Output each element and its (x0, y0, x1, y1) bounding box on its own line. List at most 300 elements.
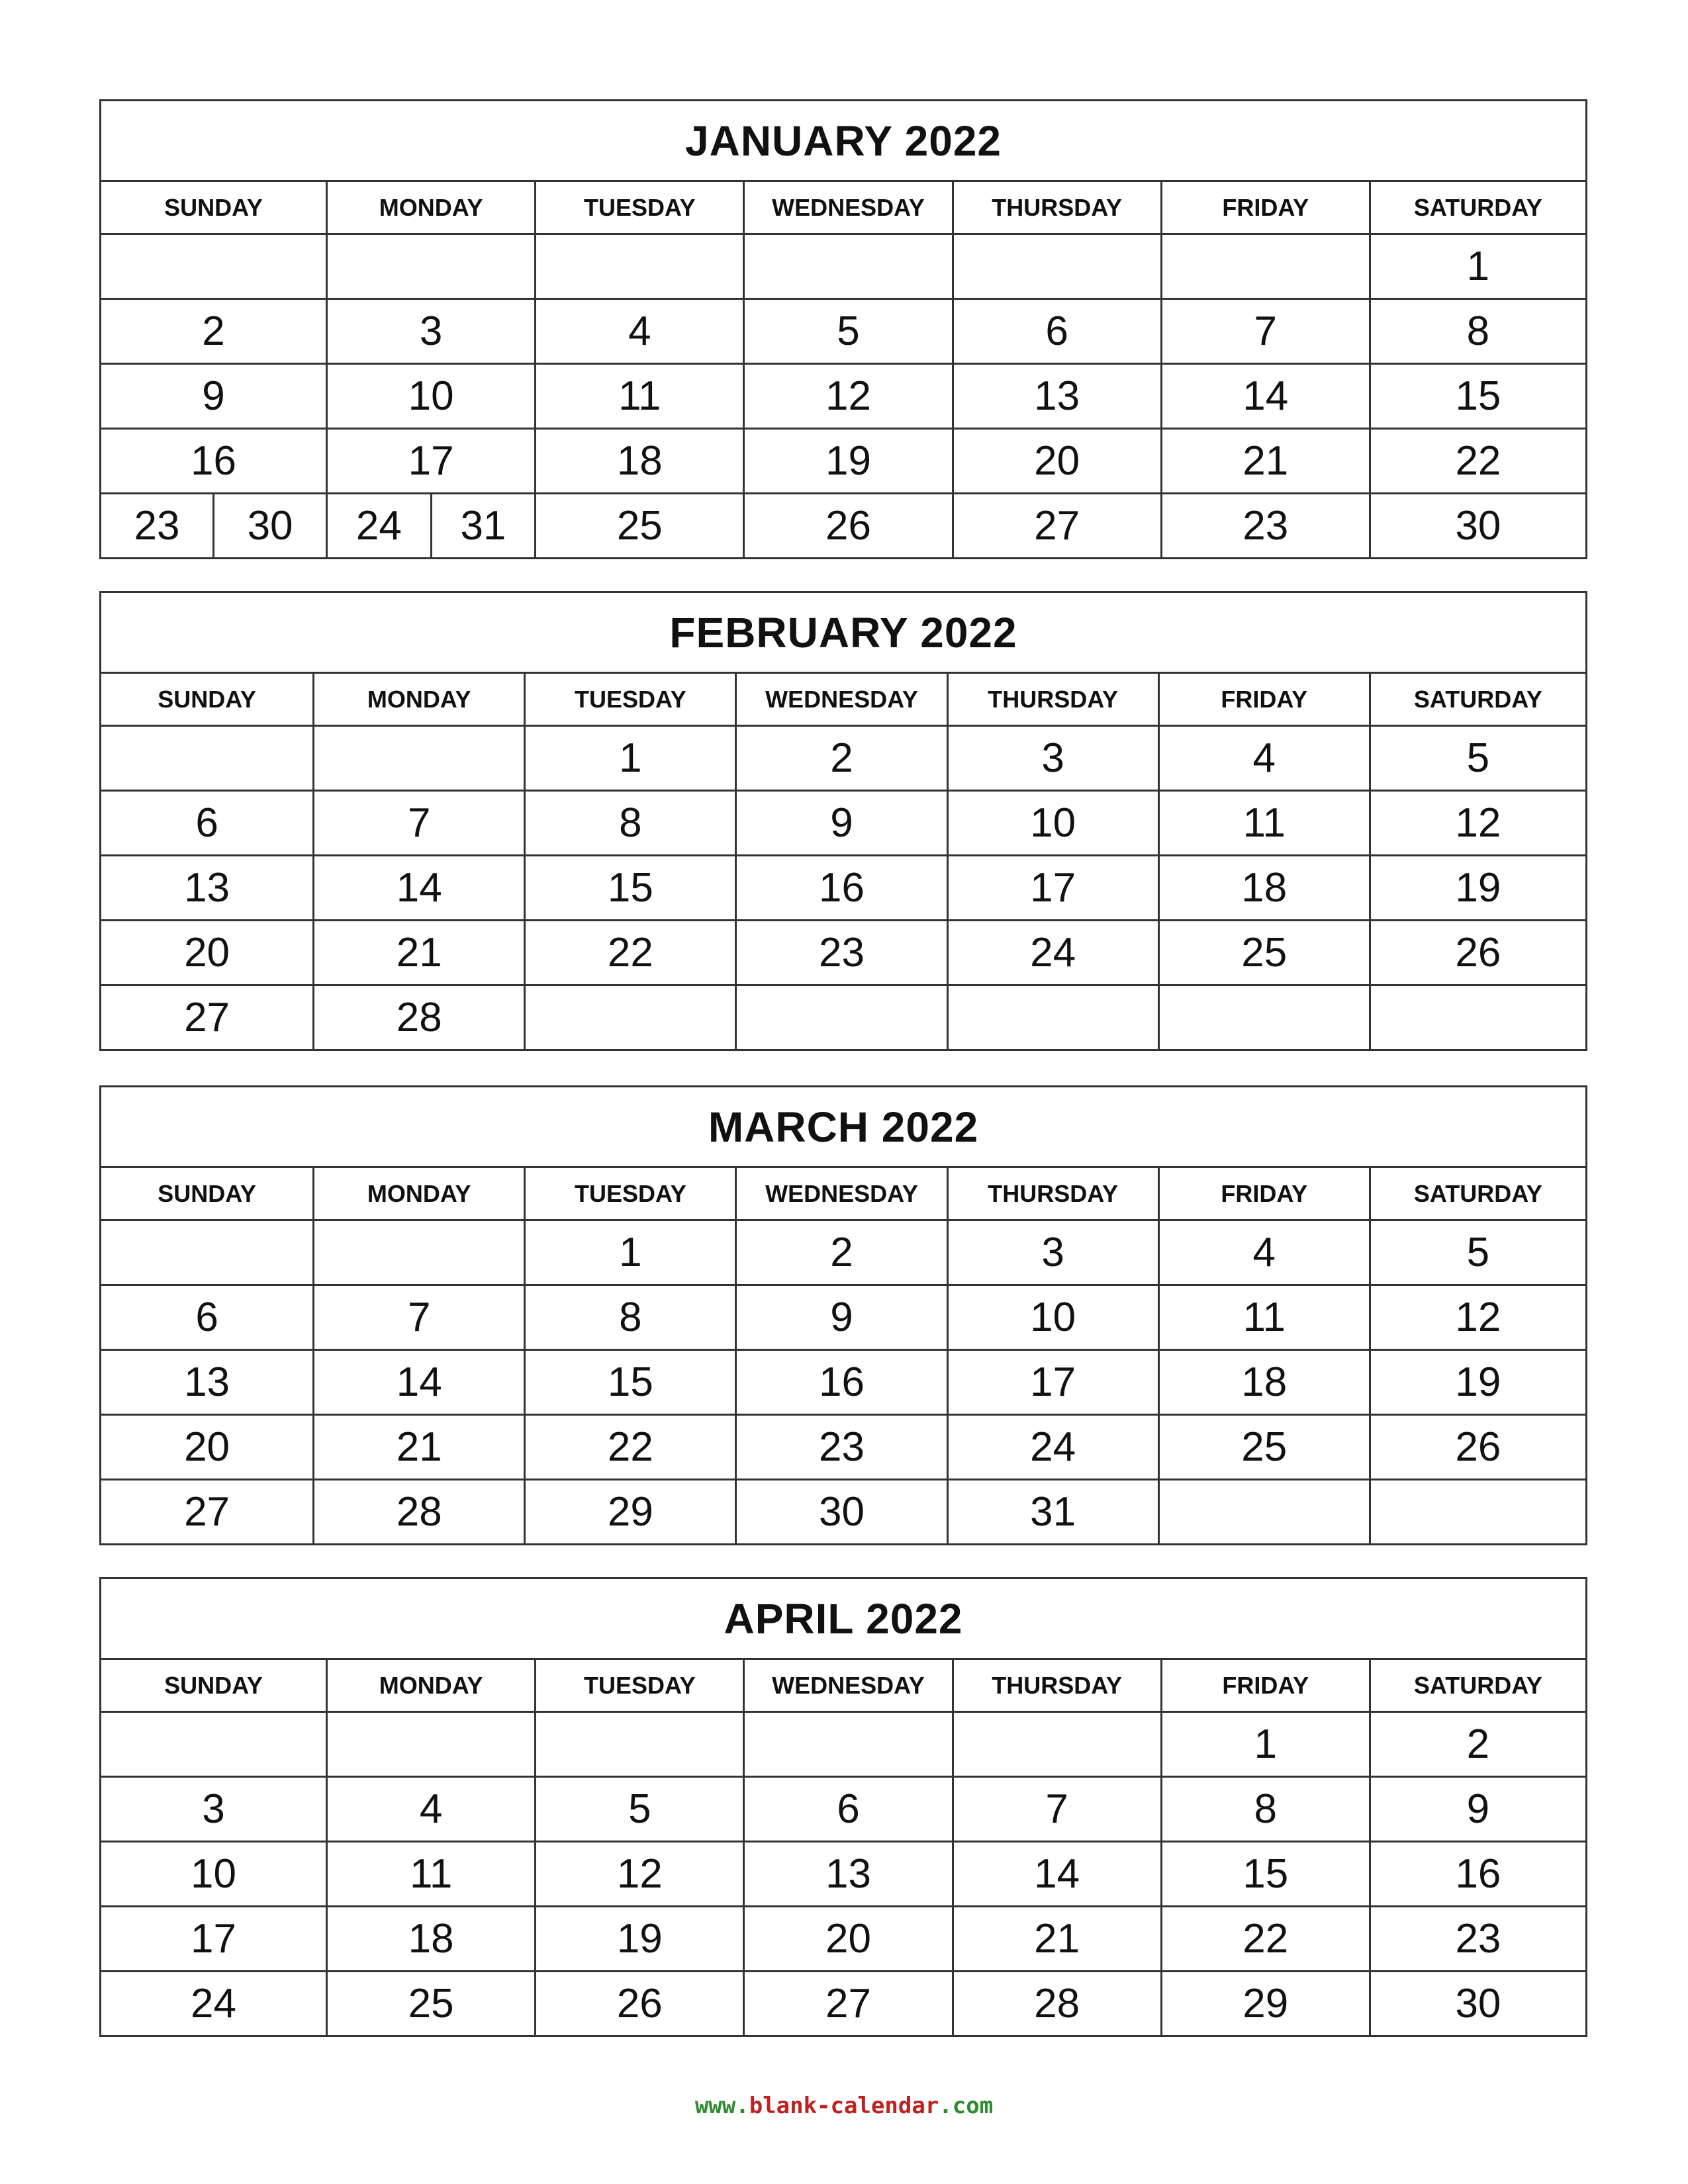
day-cell (1158, 1416, 1369, 1479)
day-number: 1 (1466, 244, 1490, 289)
week-row (101, 919, 1585, 984)
day-cell (1369, 1972, 1585, 2035)
day-cell (1158, 986, 1369, 1049)
day-cell (743, 1713, 951, 1776)
day-cell (735, 856, 946, 919)
weekday-header-row (101, 1660, 1585, 1711)
day-number: 11 (409, 1851, 453, 1897)
day-number: 4 (1252, 735, 1276, 781)
day-number: 2 (202, 308, 225, 354)
day-number: 13 (825, 1851, 871, 1897)
day-cell (1158, 856, 1369, 919)
day-number: 29 (607, 1489, 653, 1535)
day-number: 14 (396, 865, 442, 911)
week-row (101, 1970, 1585, 2035)
day-cell (101, 1221, 312, 1284)
day-cell (952, 235, 1160, 298)
day-cell (1158, 1286, 1369, 1349)
day-cell (735, 1221, 946, 1284)
day-cell (312, 1286, 524, 1349)
day-number: 26 (825, 503, 871, 549)
weekday-label: THURSDAY (947, 674, 1158, 725)
day-number: 21 (1243, 438, 1289, 484)
day-number: 11 (1243, 800, 1286, 846)
day-number: 14 (396, 1359, 442, 1405)
day-cell (101, 1843, 326, 1905)
weekday-label: SUNDAY (164, 1671, 263, 1699)
day-number: 7 (407, 800, 431, 846)
day-cell (743, 1843, 951, 1905)
day-number: 22 (607, 1424, 653, 1470)
day-number: 19 (616, 1916, 663, 1962)
day-cell (312, 1416, 524, 1479)
day-number: 4 (419, 1786, 443, 1832)
day-cell (312, 727, 524, 790)
day-cell (1160, 1843, 1369, 1905)
day-cell (1160, 235, 1369, 298)
day-number: 6 (195, 1295, 218, 1340)
week-row (101, 298, 1585, 363)
day-cell (326, 494, 534, 557)
day-number: 18 (1241, 865, 1288, 911)
day-cell (101, 494, 326, 557)
day-number: 12 (1455, 1295, 1501, 1340)
footer-suffix: .com (939, 2093, 994, 2119)
day-cell (743, 235, 951, 298)
week-row (101, 1479, 1585, 1543)
day-cell (101, 1972, 326, 2035)
day-number: 22 (1455, 438, 1501, 484)
day-number: 31 (1030, 1489, 1076, 1535)
day-number: 19 (825, 438, 871, 484)
day-cell (1369, 1351, 1585, 1414)
day-cell (1369, 727, 1585, 790)
day-cell (1160, 1778, 1369, 1841)
day-cell (952, 1972, 1160, 2035)
week-row (101, 1349, 1585, 1414)
day-cell (735, 727, 946, 790)
week-row (101, 1711, 1585, 1776)
day-cell (947, 1221, 1158, 1284)
day-cell (524, 1351, 735, 1414)
day-number: 27 (184, 995, 230, 1040)
day-number: 12 (825, 373, 871, 419)
day-cell (1369, 792, 1585, 854)
day-cell (947, 1286, 1158, 1349)
month-january (99, 99, 1587, 559)
weekday-label: MONDAY (312, 674, 524, 725)
day-number: 19 (1455, 865, 1501, 911)
day-number: 9 (830, 800, 853, 846)
day-number: 24 (355, 503, 402, 549)
day-cell (1369, 494, 1585, 557)
weekday-label: WEDNESDAY (743, 1660, 951, 1711)
day-cell (101, 1286, 312, 1349)
day-number: 7 (1045, 1786, 1068, 1832)
week-row (101, 1905, 1585, 1970)
day-cell (1158, 727, 1369, 790)
day-cell (743, 494, 951, 557)
weekday-label: WEDNESDAY (743, 182, 951, 233)
day-cell (1158, 1351, 1369, 1414)
day-cell (1369, 430, 1585, 492)
day-cell (735, 792, 946, 854)
day-cell (735, 1480, 946, 1543)
weekday-label: MONDAY (326, 182, 534, 233)
day-number: 9 (202, 373, 225, 419)
day-cell (952, 494, 1160, 557)
day-number: 29 (1243, 1981, 1289, 2026)
day-cell (101, 921, 312, 984)
day-number: 10 (408, 373, 454, 419)
day-number: 15 (607, 1359, 653, 1405)
day-cell (947, 792, 1158, 854)
day-cell (1160, 1713, 1369, 1776)
day-cell (1369, 856, 1585, 919)
day-number: 10 (1030, 800, 1076, 846)
day-number: 14 (1034, 1851, 1080, 1897)
day-cell (1369, 1416, 1585, 1479)
day-number: 27 (184, 1489, 230, 1535)
day-number: 23 (134, 503, 180, 549)
day-cell (1158, 1221, 1369, 1284)
day-cell (101, 1480, 312, 1543)
day-cell (952, 430, 1160, 492)
day-cell (101, 856, 312, 919)
day-number: 10 (191, 1851, 237, 1897)
day-number: 16 (1455, 1851, 1501, 1897)
day-cell (947, 986, 1158, 1049)
day-cell (524, 986, 735, 1049)
day-number: 19 (1455, 1359, 1501, 1405)
month-title: APRIL 2022 (101, 1579, 1585, 1660)
day-number: 28 (396, 1489, 442, 1535)
day-cell (1369, 1286, 1585, 1349)
day-cell (952, 1778, 1160, 1841)
weekday-label: FRIDAY (1160, 1660, 1369, 1711)
day-cell (312, 1351, 524, 1414)
day-number: 26 (1455, 930, 1501, 976)
month-title: FEBRUARY 2022 (101, 593, 1585, 674)
month-february (99, 591, 1587, 1051)
day-cell (1160, 1907, 1369, 1970)
week-row (101, 854, 1585, 919)
day-cell (735, 1286, 946, 1349)
day-cell (524, 856, 735, 919)
day-cell (743, 1778, 951, 1841)
site-footer-url[interactable] (0, 2093, 1688, 2119)
day-number: 9 (1466, 1786, 1490, 1832)
weekday-label: SATURDAY (1369, 1660, 1585, 1711)
weekday-header-row (101, 1168, 1585, 1219)
weekday-label: TUESDAY (524, 1168, 735, 1219)
day-cell (1160, 365, 1369, 428)
day-cell (326, 430, 534, 492)
day-number: 8 (1254, 1786, 1278, 1832)
day-number: 30 (1455, 1981, 1501, 2026)
week-row (101, 492, 1585, 557)
day-number: 3 (202, 1786, 225, 1832)
day-cell (524, 1480, 735, 1543)
day-number: 3 (1041, 1230, 1064, 1275)
day-number: 17 (1030, 865, 1076, 911)
day-number: 18 (408, 1916, 454, 1962)
weekday-label: TUESDAY (534, 182, 743, 233)
weekday-label: SUNDAY (164, 193, 263, 221)
day-cell (743, 1972, 951, 2035)
day-cell (312, 792, 524, 854)
weekday-label: WEDNESDAY (735, 674, 946, 725)
day-number: 6 (195, 800, 218, 846)
day-number: 5 (837, 308, 860, 354)
day-number: 21 (396, 1424, 442, 1470)
week-row (101, 1776, 1585, 1841)
day-cell (1369, 300, 1585, 363)
day-cell (534, 235, 743, 298)
day-number: 8 (1466, 308, 1490, 354)
day-cell (534, 430, 743, 492)
weekday-label: SATURDAY (1369, 1168, 1585, 1219)
day-number: 26 (616, 1981, 663, 2026)
day-number: 10 (1030, 1295, 1076, 1340)
day-cell (326, 1778, 534, 1841)
day-number: 30 (1455, 503, 1501, 549)
day-number: 16 (819, 865, 865, 911)
day-cell (101, 235, 326, 298)
day-cell (326, 1907, 534, 1970)
day-cell (743, 300, 951, 363)
day-cell (947, 921, 1158, 984)
footer-prefix: www. (694, 2093, 749, 2119)
day-cell (1369, 1221, 1585, 1284)
day-number: 13 (1034, 373, 1080, 419)
weekday-header-row (101, 182, 1585, 233)
weekday-label: MONDAY (326, 1660, 534, 1711)
week-row (101, 1414, 1585, 1479)
day-cell (1160, 300, 1369, 363)
day-cell (524, 727, 735, 790)
week-row (101, 984, 1585, 1049)
week-row (101, 363, 1585, 428)
week-row (101, 1841, 1585, 1905)
day-number: 17 (191, 1916, 237, 1962)
day-cell (326, 1713, 534, 1776)
day-cell (524, 1221, 735, 1284)
day-number: 22 (607, 930, 653, 976)
day-cell (952, 1843, 1160, 1905)
day-cell (1369, 1713, 1585, 1776)
weekday-label: SUNDAY (158, 685, 256, 713)
footer-name: blank-calendar (749, 2093, 939, 2119)
day-number: 17 (408, 438, 454, 484)
day-number: 21 (396, 930, 442, 976)
day-number: 5 (628, 1786, 651, 1832)
weekday-label: THURSDAY (947, 1168, 1158, 1219)
day-cell (735, 986, 946, 1049)
weekday-label: TUESDAY (534, 1660, 743, 1711)
day-number: 2 (830, 735, 853, 781)
day-cell (735, 1351, 946, 1414)
day-number: 17 (1030, 1359, 1076, 1405)
day-cell (1158, 792, 1369, 854)
day-cell (1369, 1480, 1585, 1543)
weekday-label: SUNDAY (158, 1179, 256, 1207)
day-cell (326, 365, 534, 428)
weekday-label: FRIDAY (1158, 674, 1369, 725)
day-cell (534, 494, 743, 557)
week-row (101, 428, 1585, 492)
day-cell (524, 921, 735, 984)
day-number: 26 (1455, 1424, 1501, 1470)
day-cell (101, 1416, 312, 1479)
day-number: 30 (819, 1489, 865, 1535)
day-number: 23 (819, 930, 865, 976)
day-cell (101, 1713, 326, 1776)
day-number: 6 (837, 1786, 860, 1832)
weekday-label: THURSDAY (952, 182, 1160, 233)
day-cell (952, 1713, 1160, 1776)
day-cell (524, 792, 735, 854)
weekday-label: FRIDAY (1158, 1168, 1369, 1219)
day-number: 27 (1034, 503, 1080, 549)
day-cell (534, 1907, 743, 1970)
day-number: 25 (408, 1981, 454, 2026)
day-cell (101, 430, 326, 492)
day-cell (101, 727, 312, 790)
day-cell (952, 300, 1160, 363)
day-cell (326, 235, 534, 298)
week-row (101, 233, 1585, 298)
day-cell (312, 1221, 524, 1284)
day-number: 13 (184, 1359, 230, 1405)
day-number: 20 (1034, 438, 1080, 484)
day-number: 7 (1254, 308, 1278, 354)
day-cell (524, 1286, 735, 1349)
day-cell (312, 1480, 524, 1543)
day-cell (534, 1843, 743, 1905)
day-cell (1158, 1480, 1369, 1543)
day-number: 8 (619, 1295, 642, 1340)
day-cell (312, 921, 524, 984)
day-number: 2 (830, 1230, 853, 1275)
weekday-label: WEDNESDAY (735, 1168, 946, 1219)
day-number: 28 (396, 995, 442, 1040)
day-cell (101, 986, 312, 1049)
day-number: 20 (184, 930, 230, 976)
day-cell (101, 1778, 326, 1841)
day-number: 2 (1466, 1721, 1490, 1767)
weekday-header-row (101, 674, 1585, 725)
day-cell (101, 1351, 312, 1414)
day-number: 21 (1034, 1916, 1080, 1962)
day-cell (1369, 921, 1585, 984)
day-number: 23 (1243, 503, 1289, 549)
day-cell (947, 1480, 1158, 1543)
day-cell (947, 727, 1158, 790)
day-number: 1 (619, 1230, 642, 1275)
day-cell (1369, 365, 1585, 428)
month-title: JANUARY 2022 (101, 101, 1585, 182)
day-number: 18 (1241, 1359, 1288, 1405)
day-cell (1160, 494, 1369, 557)
day-number: 24 (191, 1981, 237, 2026)
day-number: 15 (607, 865, 653, 911)
day-cell (326, 1972, 534, 2035)
month-title: MARCH 2022 (101, 1087, 1585, 1168)
day-number: 30 (212, 494, 326, 557)
day-number: 1 (619, 735, 642, 781)
day-number: 25 (616, 503, 663, 549)
day-number: 12 (1455, 800, 1501, 846)
day-number: 15 (1455, 373, 1501, 419)
day-number: 3 (419, 308, 443, 354)
day-number: 8 (619, 800, 642, 846)
day-number: 4 (628, 308, 651, 354)
month-april (99, 1577, 1587, 2037)
day-number: 14 (1243, 373, 1289, 419)
day-number: 22 (1243, 1916, 1289, 1962)
day-cell (947, 856, 1158, 919)
day-cell (1369, 235, 1585, 298)
day-cell (952, 365, 1160, 428)
day-cell (1369, 1907, 1585, 1970)
day-number: 16 (819, 1359, 865, 1405)
week-row (101, 1284, 1585, 1349)
day-number: 9 (830, 1295, 853, 1340)
day-cell (534, 1713, 743, 1776)
day-number: 31 (430, 494, 535, 557)
day-cell (743, 1907, 951, 1970)
day-number: 27 (825, 1981, 871, 2026)
weekday-label: FRIDAY (1160, 182, 1369, 233)
day-cell (312, 856, 524, 919)
day-cell (1369, 986, 1585, 1049)
day-cell (534, 365, 743, 428)
day-number: 1 (1254, 1721, 1278, 1767)
day-number: 23 (819, 1424, 865, 1470)
day-cell (1369, 1778, 1585, 1841)
day-cell (524, 1416, 735, 1479)
day-cell (101, 365, 326, 428)
day-cell (743, 365, 951, 428)
weekday-label: TUESDAY (524, 674, 735, 725)
day-cell (743, 430, 951, 492)
day-cell (735, 921, 946, 984)
day-number: 13 (184, 865, 230, 911)
week-row (101, 725, 1585, 790)
day-number: 25 (1241, 1424, 1288, 1470)
day-cell (952, 1907, 1160, 1970)
day-number: 11 (1243, 1295, 1286, 1340)
day-cell (1160, 1972, 1369, 2035)
day-cell (1160, 430, 1369, 492)
day-number: 16 (191, 438, 237, 484)
day-cell (1158, 921, 1369, 984)
day-number: 25 (1241, 930, 1288, 976)
day-number: 12 (616, 1851, 663, 1897)
day-cell (534, 300, 743, 363)
day-number: 24 (1030, 930, 1076, 976)
day-number: 5 (1466, 1230, 1490, 1275)
weekday-label: SATURDAY (1369, 674, 1585, 725)
day-number: 11 (618, 373, 661, 419)
day-cell (101, 792, 312, 854)
weekday-label: MONDAY (312, 1168, 524, 1219)
day-cell (326, 1843, 534, 1905)
day-cell (101, 300, 326, 363)
day-number: 18 (616, 438, 663, 484)
day-cell (947, 1351, 1158, 1414)
